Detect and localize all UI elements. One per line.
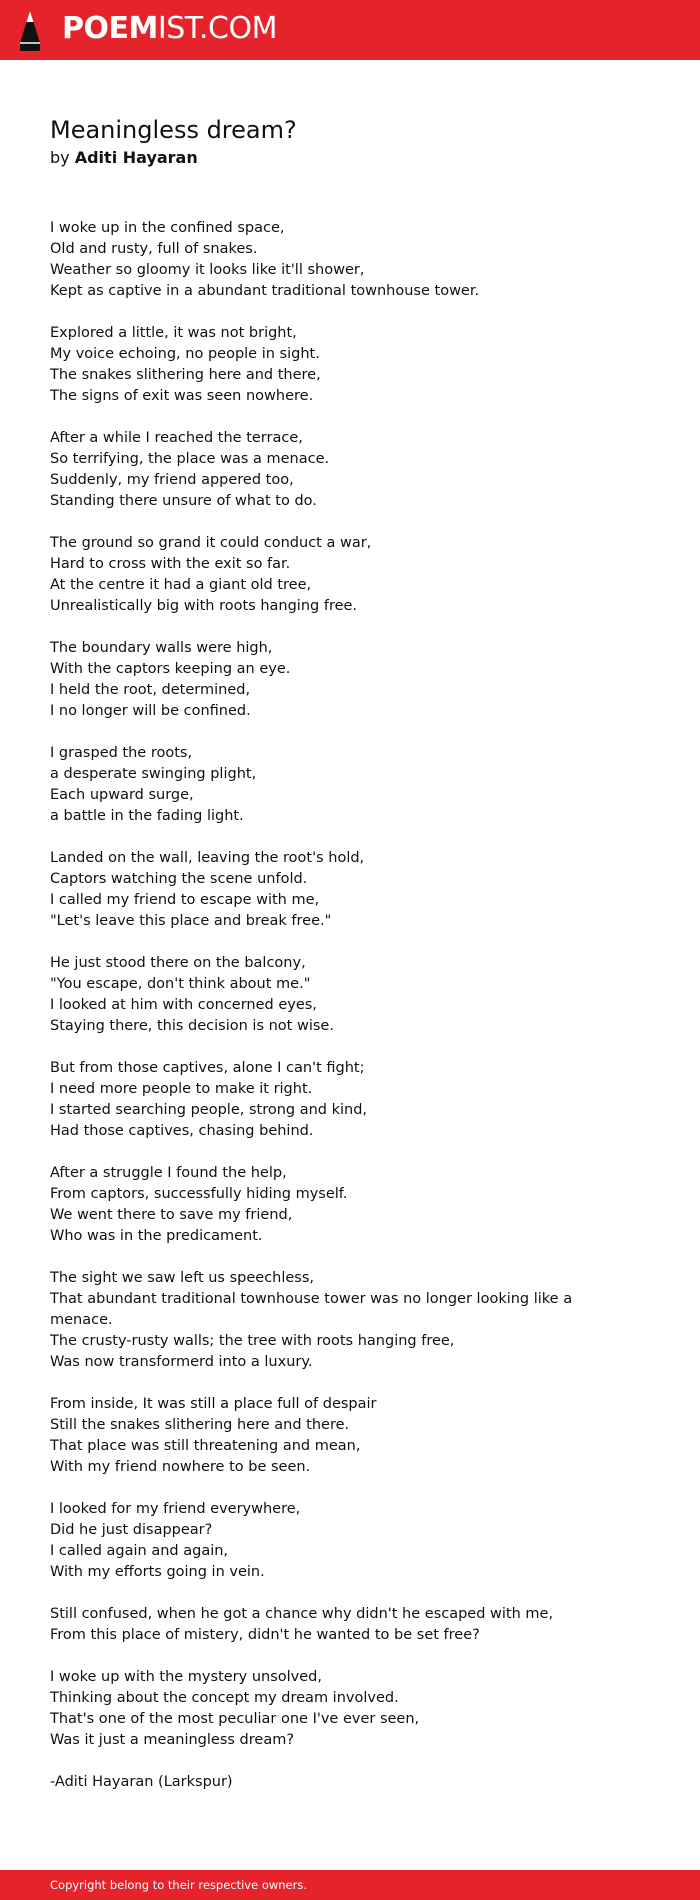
poem-line: From inside, It was still a place full of despair (50, 1396, 377, 1412)
poem-line: So terrifying, the place was a menace. (50, 451, 330, 467)
poem-line: Thinking about the concept my dream involved. (50, 1690, 399, 1706)
poem-line: a battle in the fading light. (50, 808, 244, 824)
poem-line: After a struggle I found the help, (50, 1165, 287, 1181)
poem-line: Was now transformerd into a luxury. (50, 1354, 313, 1370)
poem-line: Standing there unsure of what to do. (50, 493, 317, 509)
poem-line: At the centre it had a giant old tree, (50, 577, 312, 593)
poem-line: I called again and again, (50, 1543, 229, 1559)
poem-line: From captors, successfully hiding myself. (50, 1186, 348, 1202)
poem-line: Did he just disappear? (50, 1522, 213, 1538)
poem-stanza (50, 428, 610, 512)
poem-line: Hard to cross with the exit so far. (50, 556, 291, 572)
poem-line: Who was in the predicament. (50, 1228, 263, 1244)
site-header (0, 0, 700, 60)
poem-line: a desperate swinging plight, (50, 766, 257, 782)
poem-line: I need more people to make it right. (50, 1081, 313, 1097)
poem-line: I grasped the roots, (50, 745, 193, 761)
poem-stanza (50, 1499, 610, 1583)
poem-line: That place was still threatening and mean, (50, 1438, 361, 1454)
poem-stanza (50, 1163, 610, 1247)
brand-light-text: IST.COM (157, 11, 277, 46)
poem-line: Still confused, when he got a chance why didn't he escaped with me, (50, 1606, 554, 1622)
poem-line: I looked for my friend everywhere, (50, 1501, 301, 1517)
poem-line: "Let's leave this place and break free." (50, 913, 332, 929)
poem-line: Was it just a meaningless dream? (50, 1732, 295, 1748)
poem-line: Captors watching the scene unfold. (50, 871, 308, 887)
poem-stanza (50, 218, 610, 302)
poem-line: After a while I reached the terrace, (50, 430, 303, 446)
poem-line: Landed on the wall, leaving the root's hold, (50, 850, 365, 866)
poem-stanza (50, 1604, 610, 1646)
poem-line: Kept as captive in a abundant traditional townhouse tower. (50, 283, 480, 299)
poem-line: I held the root, determined, (50, 682, 251, 698)
poem-stanza (50, 848, 610, 932)
poem-stanza (50, 323, 610, 407)
poem-line: Had those captives, chasing behind. (50, 1123, 314, 1139)
poem-line: Still the snakes slithering here and there. (50, 1417, 350, 1433)
site-logo-link[interactable] (62, 9, 277, 49)
by-label: by (50, 148, 70, 167)
brand-bold-text: POEM (62, 11, 158, 46)
poem-line: I called my friend to escape with me, (50, 892, 320, 908)
poem-line: -Aditi Hayaran (Larkspur) (50, 1774, 233, 1790)
poem-line: With the captors keeping an eye. (50, 661, 291, 677)
poem-stanza (50, 1772, 610, 1793)
poem-stanza (50, 953, 610, 1037)
poem-line: I no longer will be confined. (50, 703, 251, 719)
poem-line: Each upward surge, (50, 787, 194, 803)
poem-line: I woke up in the confined space, (50, 220, 285, 236)
poem-line: With my friend nowhere to be seen. (50, 1459, 311, 1475)
poem-line: The signs of exit was seen nowhere. (50, 388, 314, 404)
poem-line: But from those captives, alone I can't fight; (50, 1060, 365, 1076)
poem-line: I looked at him with concerned eyes, (50, 997, 317, 1013)
poem-line: Suddenly, my friend appered too, (50, 472, 294, 488)
poem-line: "You escape, don't think about me." (50, 976, 311, 992)
poem-line: He just stood there on the balcony, (50, 955, 306, 971)
poem-stanza (50, 1058, 610, 1142)
poem-line: From this place of mistery, didn't he wanted to be set free? (50, 1627, 480, 1643)
poem-line: The ground so grand it could conduct a war, (50, 535, 372, 551)
poem-line: The boundary walls were high, (50, 640, 273, 656)
poem-line: Weather so gloomy it looks like it'll shower, (50, 262, 365, 278)
site-footer (0, 1870, 700, 1900)
poem-line: Explored a little, it was not bright, (50, 325, 297, 341)
pencil-tip-icon (18, 10, 42, 52)
poem-stanza (50, 533, 610, 617)
poem-line: Old and rusty, full of snakes. (50, 241, 258, 257)
poem-line: I started searching people, strong and kind, (50, 1102, 368, 1118)
poem-stanza (50, 743, 610, 827)
poem-stanza (50, 1268, 610, 1373)
author-name: Aditi Hayaran (74, 148, 198, 167)
poem-stanza (50, 1394, 610, 1478)
poem-stanza (50, 1667, 610, 1751)
copyright-text: Copyright belong to their respective owners. (50, 1878, 308, 1892)
poem-line: The sight we saw left us speechless, (50, 1270, 315, 1286)
poem-line: The crusty-rusty walls; the tree with roots hanging free, (50, 1333, 455, 1349)
poem-line: I woke up with the mystery unsolved, (50, 1669, 322, 1685)
poem-line: My voice echoing, no people in sight. (50, 346, 320, 362)
poem-line: We went there to save my friend, (50, 1207, 293, 1223)
poem-body (50, 218, 610, 1814)
poem-line: Unrealistically big with roots hanging free. (50, 598, 358, 614)
poem-line: With my efforts going in vein. (50, 1564, 265, 1580)
poem-line: Staying there, this decision is not wise. (50, 1018, 334, 1034)
poem-stanza (50, 638, 610, 722)
byline (50, 147, 198, 169)
poem-line: That abundant traditional townhouse tower was no longer looking like a menace. (50, 1291, 573, 1328)
poem-line: That's one of the most peculiar one I've ever seen, (50, 1711, 420, 1727)
poem-title: Meaningless dream? (50, 116, 297, 144)
poem-line: The snakes slithering here and there, (50, 367, 321, 383)
